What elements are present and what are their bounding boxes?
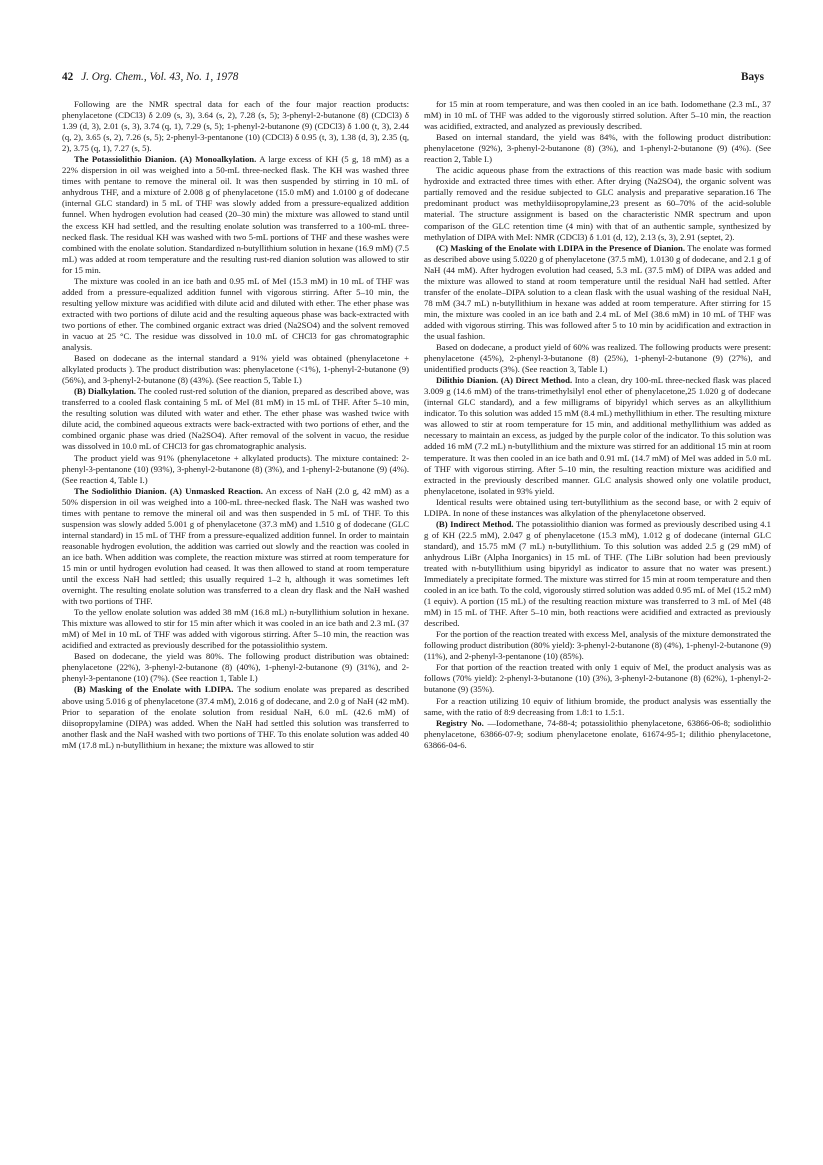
paragraph-text: —Iodomethane, 74-88-4; potassiolithio phenylacetone, 63866-06-8; sodiolithio phenylacetone, 63866-07-9; sodium phenylacetone enolate, 61674-95-1; dilithio phenylacetone, 63866-04-6. <box>424 717 772 750</box>
paragraph <box>424 497 771 519</box>
paragraph-text: The enolate was formed as described above using 5.0220 g of phenylacetone (37.5 mM), 1.0130 g of dodecane, and 2.1 g of NaH (44 mM). After hydrogen evolution had ceased, 5.3 mL (37.5 mM) of DIPA was added and the mixture was allowed to stand at room temperature until the residual NaH had settled. After transfer of the enolate–DIPA solution to a clean flask with the usual washing of the residual NaH, 78 mM (34.7 mL) n-butyllithium in hexane was added at room temperature. After stirring for 15 min, the mixture was cooled in an ice bath and 2.4 mL of MeI (38.6 mM) in 10 mL of THF was added with vigorous stirring. This was followed after 5 to 10 min by acidification and extraction in the usual fashion. <box>424 242 772 341</box>
paragraph-text: For that portion of the reaction treated with only 1 equiv of MeI, the product analysis was as follows (70% yield): 2-phenyl-3-butanone (10) (3%), 3-phenyl-2-butanone (8) (62%), 1-phenyl-2-butanone (9) (35%). <box>424 662 771 695</box>
paragraph-text: An excess of NaH (2.0 g, 42 mM) as a 50% dispersion in oil was weighed into a 100-mL three-necked flask. The NaH was washed two times with pentane to remove the mineral oil and was then suspended in 5 mL of THF. To this suspension was slowly added 5.001 g of phenylacetone (37.3 mM) and 1.510 g of dodecane (GLC internal standard) in 15 mL of THF from a pressure-equalized addition funnel. In order to maintain reasonable hydrogen evolution, the addition was carried out slowly and the reaction was cooled in an ice bath. When addition was complete, the reaction mixture was stirred at room temperature for 15 min or until hydrogen evolution had ceased. It was then allowed to stand at room temperature until the excess NaH had settled; this usually required 1–2 h, although it was sometimes left overnight. The resulting enolate solution was transferred to a clean dry flask and the NaH washed with two portions of THF. <box>62 485 410 607</box>
paragraph <box>424 696 771 718</box>
left-column <box>62 99 409 751</box>
paragraph-heading: (B) Indirect Method. <box>436 518 514 529</box>
paragraph <box>424 99 771 132</box>
paragraph-text: The sodium enolate was prepared as described above using 5.016 g of phenylacetone (37.4 mM), 2.016 g of dodecane, and 2.0 g of NaH (42 mM). Prior to separation of the enolate solution from residual NaH, 6.0 mL (42.6 mM) of diisopropylamine (DIPA) was added. When the NaH had settled this solution was transferred to another flask and the NaH washed with two portions of THF. To this enolate solution was added 40 mM (17.8 mL) n-butyllithium in hexane; the mixture was allowed to stir <box>62 684 409 750</box>
paragraph-text: For a reaction utilizing 10 equiv of lithium bromide, the product analysis was essentially the same, with the ratio of 8:9 decreasing from 1.8:1 to 1.5:1. <box>424 695 771 717</box>
paragraph <box>62 353 409 386</box>
paragraph-text: Based on dodecane, a product yield of 60% was realized. The following products were present: phenylacetone (45%), 2-phenyl-3-butanone (8) (25%), 1-phenyl-2-butanone (9) (27%), and unidentified products (3%). (See reaction 3, Table I.) <box>424 342 771 375</box>
paragraph <box>424 342 771 375</box>
paragraph-heading: Registry No. <box>436 717 484 728</box>
page-number: 42 <box>62 71 74 83</box>
paragraph <box>62 651 409 684</box>
paragraph-text: Based on dodecane as the internal standard a 91% yield was obtained (phenylacetone + alkylated products ). The product distribution was: phenylacetone (<1%), 1-phenyl-2-butanone (9) (56%), and 3-phenyl-2-butanone (8) (43%). (See reaction 5, Table I.) <box>62 353 409 386</box>
paragraph-heading: (C) Masking of the Enolate with LDIPA in the Presence of Dianion. <box>436 242 685 253</box>
paragraph-text: For the portion of the reaction treated with excess MeI, analysis of the mixture demonstrated the following product distribution (80% yield): 3-phenyl-2-butanone (8) (4%), 1-phenyl-2-butanone (9) (11%), and 2-phenyl-3-pentanone (10) (85%). <box>424 629 771 662</box>
paragraph <box>424 375 771 497</box>
paragraph <box>424 629 771 662</box>
paragraph-text: Into a clean, dry 100-mL three-necked flask was placed 3.009 g (14.6 mM) of the trans-trimethylsilyl enol ether of phenylacetone,25 1.020 g of dodecane (internal GLC standard), and a few milligrams of bipyridyl which serves as an alkyllithium indicator. To this solution was added 15 mM (8.4 mL) methyllithium in ether. The resulting mixture was allowed to stir at room temperature for 15 min, and additional methyllithium was added as necessary to maintain an excess, as judged by the purple color of the indicator. To this solution was added 16 mM (7.2 mL) n-butyllithium and the mixture was stirred for an additional 15 min at room temperature. It was then cooled in an ice bath and 0.91 mL (14.7 mM) of MeI was added in 5.0 mL of THF with vigorous stirring. After 5–10 min, the resulting reaction mixture was acidified and extracted in the previously described manner. GLC analysis showed only one volatile product, phenylacetone, isolated in 93% yield. <box>424 375 772 496</box>
paragraph <box>62 684 409 750</box>
paragraph <box>424 519 771 629</box>
paragraph-text: The product yield was 91% (phenylacetone + alkylated products). The mixture contained: 2-phenyl-3-pentanone (10) (93%), 3-phenyl-2-butanone (8) (3%), and 1-phenyl-2-butanone (9) (4%). (See reaction 4, Table I.) <box>62 452 409 485</box>
paragraph-text: A large excess of KH (5 g, 18 mM) as a 22% dispersion in oil was weighed into a 50-mL three-necked flask. The KH was washed three times with pentane to remove the mineral oil. It was then suspended by stirring in 10 mL of anhydrous THF, and a mixture of 2.008 g of phenylacetone (15.0 mM) and 1.0100 g of dodecane (internal GLC standard) in 5 mL of THF was slowly added from a pressure-equalized addition funnel. When hydrogen evolution had ceased (20–30 min) the mixture was allowed to stand until the excess KH had settled, and the resulting enolate solution was transferred to a 100-mL three-necked flask. The residual KH was washed with two 5-mL portions of THF and these washes were combined with the enolate solution. Standardized n-butyllithium solution in hexane (16.9 mM) (7.5 mL) was added at room temperature and the resulting rust-red dianion solution was allowed to stir for 15 min. <box>62 154 409 275</box>
header-left <box>62 68 238 86</box>
paragraph <box>424 132 771 165</box>
paragraph <box>424 243 771 342</box>
paragraph <box>424 718 771 751</box>
paragraph <box>424 662 771 695</box>
paragraph <box>62 453 409 486</box>
paragraph <box>62 154 409 276</box>
paragraph-text: To the yellow enolate solution was added 38 mM (16.8 mL) n-butyllithium solution in hexane. This mixture was allowed to stir for 15 min after which it was cooled in an ice bath and 2.3 mL (37 mM) of MeI in 10 mL of THF was added with vigorous stirring. After 5–10 min, the reaction was acidified and extracted as previously described for the potassiolithio system. <box>62 607 409 651</box>
paragraph-heading: (B) Masking of the Enolate with LDIPA. <box>74 684 234 695</box>
paragraph-heading: The Sodiolithio Dianion. (A) Unmasked Reaction. <box>74 485 263 496</box>
paragraph-heading: Dilithio Dianion. (A) Direct Method. <box>436 375 573 386</box>
paragraph <box>62 386 409 452</box>
paragraph-heading: The Potassiolithio Dianion. (A) Monoalkylation. <box>74 154 257 165</box>
paragraph-text: The potassiolithio dianion was formed as previously described using 4.1 g of KH (22.5 mM), 2.047 g of phenylacetone (15.3 mM), 1.012 g of dodecane (internal GLC standard), and 15.75 mM (7 mL) n-butyllithium. To this solution was added 2.5 g (29 mM) of anhydrous LiBr (Alpha Inorganics) in 15 mL of THF. (The LiBr solution had been previously treated with n-butyllithium using bipyridyl as indicator to assure that no water was present.) Immediately a precipitate formed. The mixture was stirred for 15 min at room temperature and then cooled in an ice bath. To the cold, vigorously stirred solution was added 0.95 mL of MeI (15.2 mM) (1 equiv). A portion (15 mL) of the resulting reaction mixture was transferred to 3 mL of MeI (48 mM) in 15 mL of THF. After 5–10 min, both reactions were acidified and extracted as previously described. <box>424 518 771 629</box>
author-name: Bays <box>740 71 764 83</box>
paragraph-text: Based on dodecane, the yield was 80%. The following product distribution was obtained: phenylacetone (22%), 3-phenyl-2-butanone (8) (40%), 1-phenyl-2-butanone (9) (31%), and 2-phenyl-3-pentanone (10) (7%). (See reaction 1, Table I.) <box>62 651 409 684</box>
paragraph-text: The mixture was cooled in an ice bath and 0.95 mL of MeI (15.3 mM) in 10 mL of THF was added from a pressure-equalized addition funnel with vigorous stirring. After 5–10 min, the resulting yellow mixture was acidified with dilute acid and diluted with ether. The ether phase was extracted with two portions of dilute acid and the resulting aqueous phase was back-extracted with two portions of ether. The combined organic extract was dried (Na2SO4) and the solvent removed in vacuo at 25 °C. The residue was dissolved in 10.0 mL of CHCl3 for gas chromatographic analysis. <box>62 275 409 353</box>
journal-citation: J. Org. Chem., Vol. 43, No. 1, 1978 <box>81 71 239 83</box>
paragraph <box>62 99 409 154</box>
paragraph <box>62 276 409 353</box>
paragraph-text: Identical results were obtained using tert-butyllithium as the second base, or with 2 equiv of LDIPA. In none of these instances was alkylation of the phenylacetone observed. <box>424 496 771 518</box>
paragraph <box>424 165 771 242</box>
right-column <box>424 99 771 751</box>
paragraph <box>62 486 409 608</box>
paragraph-text: Following are the NMR spectral data for each of the four major reaction products: phenylacetone (CDCl3) δ 2.09 (s, 3), 3.64 (s, 2), 7.28 (s, 5); 3-phenyl-2-butanone (8) (CDCl3) δ 1.39 (d, 3), 2.01 (s, 3), 3.74 (q, 1), 7.29 (s, 5); 1-phenyl-2-butanone (9) (CDCl3) δ 1.00 (t, 3), 2.44 (q, 2), 3.65 (s, 2), 7.26 (s, 5); 2-phenyl-3-pentanone (10) (CDCl3) δ 0.95 (t, 3), 1.38 (d, 3), 2.35 (q, 2), 3.75 (q, 1), 7.27 (s, 5). <box>62 99 409 154</box>
paragraph-text: The acidic aqueous phase from the extractions of this reaction was made basic with sodium hydroxide and extracted three times with ether. After drying (Na2SO4), the organic solvent was partially removed and the residue subjected to GLC analysis and preparative separation.16 The predominant product was methyldiisopropylamine,23 present as 60–70% of the acid-soluble material. The structure assignment is based on the characteristic NMR spectrum and upon comparison of the GLC retention time (4 min) with that of an authentic sample, synthesized by methylation of DIPA with MeI: NMR (CDCl3) δ 1.01 (d, 12), 2.13 (s, 3), 2.91 (septet, 2). <box>424 165 771 242</box>
running-header <box>62 68 764 86</box>
paragraph-text: for 15 min at room temperature, and was then cooled in an ice bath. Iodomethane (2.3 mL, 37 mM) in 10 mL of THF was added to the vigorously stirred solution. After 5–10 min, the reaction was acidified, extracted, and analyzed as previously described. <box>424 99 771 132</box>
paragraph <box>62 607 409 651</box>
paragraph-text: The cooled rust-red solution of the dianion, prepared as described above, was transferred to a cooled flask containing 5 mL of MeI (81 mM) in 15 mL of THF. After 5–10 min, the resulting solution was diluted with water and ether. The ether phase was washed twice with dilute acid, the combined aqueous extracts were back-extracted with two portions of ether, and the combined organic phase was dried (Na2SO4). After removal of the solvent in vacuo, the residue was dissolved in 10.0 mL of CHCl3 for gas chromatographic analysis. <box>62 386 410 452</box>
paragraph-heading: (B) Dialkylation. <box>74 386 136 397</box>
paragraph-text: Based on internal standard, the yield was 84%, with the following product distribution: phenylacetone (92%), 3-phenyl-2-butanone (8) (3%), and 1-phenyl-2-butanone (9) (4%). (See reaction 2, Table I.) <box>424 132 771 165</box>
